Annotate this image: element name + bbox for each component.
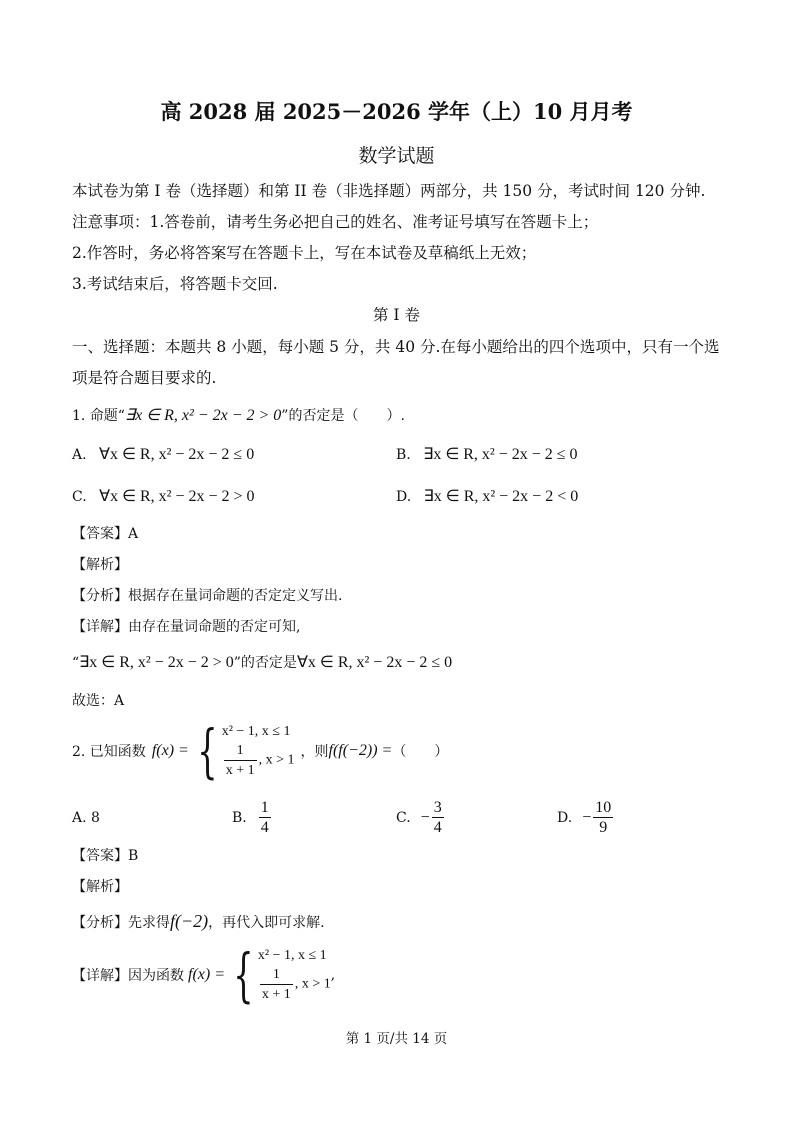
q1-prefix: 1. 命题“: [72, 408, 125, 424]
q2-analysis-pre: 【分析】先求得: [72, 915, 170, 931]
option-math: ∃x ∈ R, x² − 2x − 2 ≤ 0: [423, 446, 578, 463]
frac-num: 3: [433, 799, 442, 816]
q1-stem-math: ∃x ∈ R, x² − 2x − 2 > 0: [124, 407, 282, 424]
q2-detail-fx: f(x) =: [188, 966, 225, 983]
option-label: A.: [72, 447, 87, 463]
q2-analysis-math: f(−2): [170, 911, 209, 931]
frac-den: 4: [433, 819, 442, 836]
q2-case-2: [222, 741, 295, 780]
option-sign: −: [420, 808, 430, 826]
q2-option-c: [396, 798, 446, 837]
q2-case-2: [258, 965, 331, 1004]
q2-case-1: x² − 1, x ≤ 1: [221, 723, 291, 739]
exam-subtitle: 数学试题: [358, 145, 435, 167]
frac-num: 1: [260, 799, 269, 816]
frac-den: 4: [260, 819, 269, 836]
q1-detail-math-2: ∀x ∈ R, x² − 2x − 2 ≤ 0: [296, 654, 453, 671]
q2-detail: [72, 941, 336, 1009]
q1-stem: [72, 405, 405, 425]
q1-detail: 【详解】由存在量词命题的否定可知,: [72, 619, 301, 635]
q2-case-2-cond: , x > 1: [294, 976, 331, 992]
q1-option-a: [72, 444, 254, 464]
q1-suffix: ”的否定是（ ）.: [281, 408, 405, 424]
q1-choice: 故选：A: [72, 693, 125, 709]
option-label: B.: [396, 447, 411, 463]
section-line-1: 一、选择题：本题共 8 小题，每小题 5 分，共 40 分.在每小题给出的四个选项中，只有一个选: [72, 338, 720, 356]
q2-answer: 【答案】B: [72, 848, 139, 864]
intro-line-3: 2.作答时，务必将答案写在答题卡上，写在本试卷及草稿纸上无效；: [72, 244, 537, 262]
option-math: ∀x ∈ R, x² − 2x − 2 ≤ 0: [99, 446, 255, 463]
brace-icon: {: [197, 717, 218, 785]
intro-line-1: 本试卷为第 I 卷（选择题）和第 II 卷（非选择题）两部分，共 150 分，考试时间 120 分钟.: [72, 182, 706, 200]
q1-detail-math-1: ∃x ∈ R, x² − 2x − 2 > 0: [79, 654, 234, 671]
q1-analysis-head: 【解析】: [72, 557, 128, 573]
volume-heading: 第 I 卷: [373, 306, 420, 324]
q2-analysis-head: 【解析】: [72, 879, 128, 895]
frac-num: 1: [224, 741, 257, 761]
option-sign: −: [582, 808, 592, 826]
brace-icon: {: [233, 941, 254, 1009]
q2-case-2-cond: , x > 1: [258, 752, 295, 768]
option-label: D.: [557, 809, 573, 826]
frac-num: 1: [260, 965, 293, 985]
frac-den: x + 1: [225, 762, 255, 778]
option-label: C.: [396, 809, 411, 826]
q2-detail-pre: 【详解】因为函数: [72, 968, 184, 984]
frac-den: x + 1: [261, 986, 291, 1002]
frac-num: 10: [595, 799, 612, 816]
q1-detail-mid: ”的否定是: [233, 655, 297, 671]
q2-mid: ，则: [300, 744, 329, 760]
section-line-2: 项是符合题目要求的.: [72, 369, 217, 387]
q2-analysis-post: ，再代入即可求解.: [208, 915, 325, 931]
q1-option-b: [396, 444, 578, 464]
q2-detail-post: ,: [330, 967, 336, 983]
q2-detail-piecewise: [225, 941, 331, 1009]
exam-title: 高 2028 届 2025－2026 学年（上）10 月月考: [160, 99, 633, 124]
q2-ask: f(f(−2)) =: [328, 742, 393, 759]
q1-analysis: 【分析】根据存在量词命题的否定定义写出.: [72, 588, 343, 604]
q2-piecewise: [189, 717, 295, 785]
q2-case-1: x² − 1, x ≤ 1: [257, 947, 327, 963]
option-math: ∀x ∈ R, x² − 2x − 2 > 0: [99, 488, 255, 505]
q2-prefix: 2. 已知函数: [72, 744, 146, 760]
intro-line-2: 注意事项：1.答卷前，请考生务必把自己的姓名、准考证号填写在答题卡上；: [72, 213, 599, 231]
option-label: B.: [232, 809, 247, 826]
q1-option-c: [72, 486, 255, 506]
q1-answer: 【答案】A: [72, 526, 139, 542]
q2-fx: f(x) =: [151, 742, 189, 759]
quote-open: “: [72, 655, 80, 671]
option-math: ∃x ∈ R, x² − 2x − 2 < 0: [423, 488, 579, 505]
option-label: C.: [72, 489, 87, 505]
frac-den: 9: [599, 819, 608, 836]
q1-detail-2: [72, 652, 452, 672]
q1-option-d: [396, 486, 578, 506]
q2-stem: [72, 717, 449, 785]
q2-option-a: A. 8: [72, 810, 100, 826]
q2-analysis: [72, 911, 325, 932]
page-footer: 第 1 页/共 14 页: [345, 1031, 448, 1047]
q2-suffix: （ ）: [392, 744, 449, 760]
intro-line-4: 3.考试结束后，将答题卡交回.: [72, 275, 278, 293]
option-label: D.: [396, 489, 412, 505]
q2-option-b: [232, 798, 273, 837]
q2-option-d: [557, 798, 615, 837]
